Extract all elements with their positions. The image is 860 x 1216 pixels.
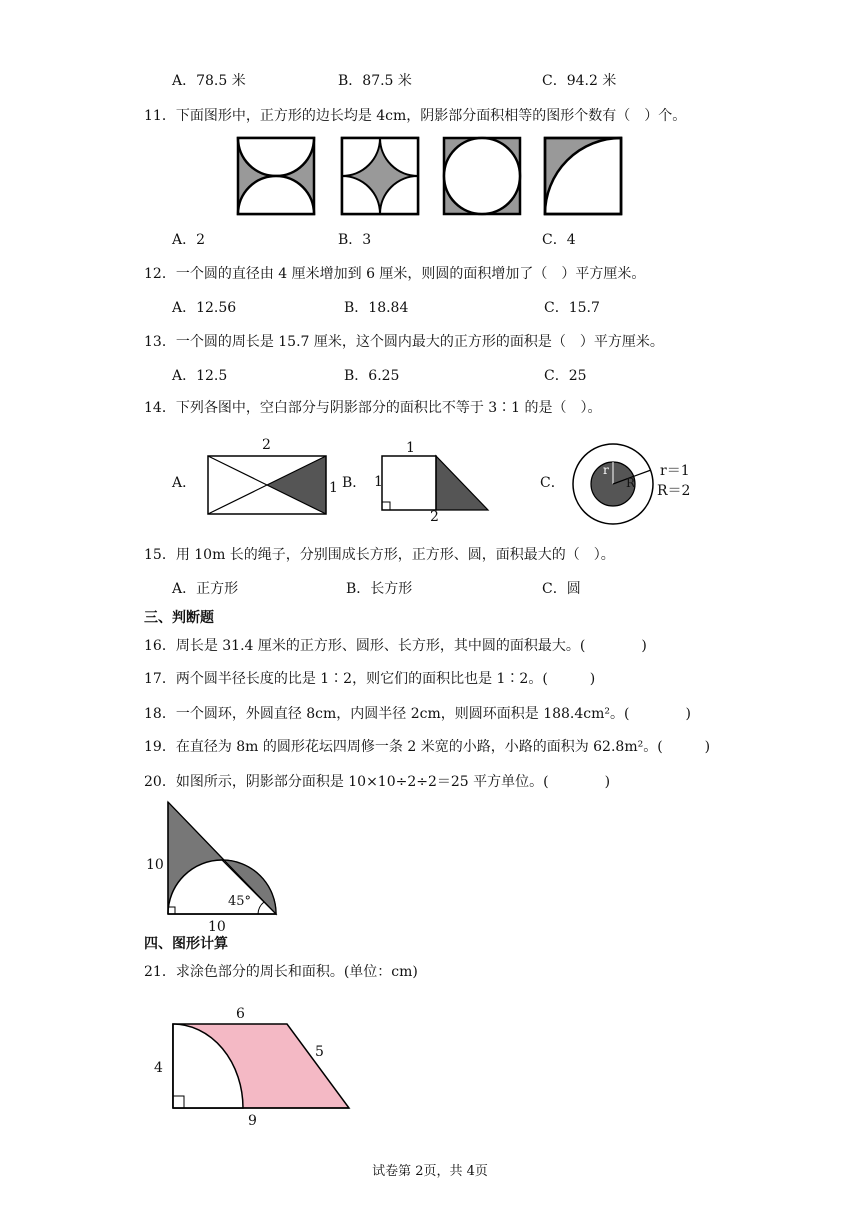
section-4-title: 四、图形计算 [144,936,228,952]
q11-figure-4-svg [543,136,623,216]
q11-stem: 11．下面图形中，正方形的边长均是 4cm，阴影部分面积相等的图形个数有（ ）个。 [144,108,687,124]
q14-stem: 14．下列各图中，空白部分与阴影部分的面积比不等于 3∶1 的是（ ）。 [144,400,602,416]
q20-label-left: 10 [146,857,164,873]
q14-letter-a: A． [172,475,197,491]
q12-option-c: C．15.7 [544,300,600,316]
q11-figure-1 [238,138,314,214]
q14-b-label-bottom: 2 [430,509,439,525]
q15-option-a: A．正方形 [172,581,239,597]
q21-label-slant: 5 [315,1044,324,1060]
q12-option-b: B．18.84 [344,300,409,316]
q16-stem: 16．周长是 31.4 厘米的正方形、圆形、长方形，其中圆的面积最大。( ) [144,638,647,654]
q13-option-c: C．25 [544,368,587,384]
q11-option-b: B．3 [338,232,372,248]
q21-figure [171,1022,353,1110]
q20-label-bottom: 10 [208,919,226,935]
q14-b-label-top: 1 [406,440,415,456]
q13-option-a: A．12.5 [172,368,228,384]
q20-label-angle: 45° [228,894,252,909]
q20-stem: 20．如图所示，阴影部分面积是 10×10÷2÷2＝25 平方单位。( ) [144,774,611,790]
q15-option-c: C．圆 [542,581,581,597]
q14-a-label-right: 1 [329,480,338,496]
q14-figure-c [571,442,655,526]
q12-option-a: A．12.56 [172,300,237,316]
q21-label-bottom: 9 [248,1113,257,1129]
q17-stem: 17．两个圆半径长度的比是 1∶2，则它们的面积比也是 1∶2。( ) [144,671,596,687]
q10-option-b: B．87.5 米 [338,73,412,89]
page-footer: 试卷第 2页，共 4页 [372,1164,488,1179]
q14-c-note-2: R＝2 [657,483,691,499]
q14-c-note-1: r＝1 [660,463,690,479]
q21-stem: 21．求涂色部分的周长和面积。(单位：cm) [144,964,418,980]
q13-option-b: B．6.25 [344,368,400,384]
q14-b-label-left: 1 [374,474,383,490]
q12-stem: 12．一个圆的直径由 4 厘米增加到 6 厘米，则圆的面积增加了（ ）平方厘米。 [144,266,646,282]
q11-figures [236,136,522,216]
q14-c-label-R: R [626,476,636,490]
q11-option-c: C．4 [542,232,576,248]
q14-letter-b: B． [342,475,367,491]
q21-label-left: 4 [154,1060,163,1076]
q14-figure-b [380,454,492,512]
q14-figure-a [206,454,328,516]
q15-option-b: B．长方形 [346,581,413,597]
q20-figure [166,800,280,916]
q14-a-label-top: 2 [262,437,271,453]
section-3-title: 三、判断题 [144,610,214,626]
q19-stem: 19．在直径为 8m 的圆形花坛四周修一条 2 米宽的小路，小路的面积为 62.8m²。( ) [144,739,711,755]
q11-figure-3 [444,138,520,214]
q10-option-c: C．94.2 米 [542,73,617,89]
q21-label-top: 6 [236,1006,245,1022]
q13-stem: 13．一个圆的周长是 15.7 厘米，这个圆内最大的正方形的面积是（ ）平方厘米。 [144,334,664,350]
q11-figure-2 [342,138,418,214]
q14-c-label-r: r [603,463,609,477]
q18-stem: 18．一个圆环，外圆直径 8cm，内圆半径 2cm，则圆环面积是 188.4cm²。( ) [144,706,691,722]
q10-option-a: A．78.5 米 [172,73,246,89]
q11-option-a: A．2 [172,232,206,248]
q15-stem: 15．用 10m 长的绳子，分别围成长方形，正方形、圆，面积最大的（ ）。 [144,547,615,563]
q14-letter-c: C． [540,475,565,491]
